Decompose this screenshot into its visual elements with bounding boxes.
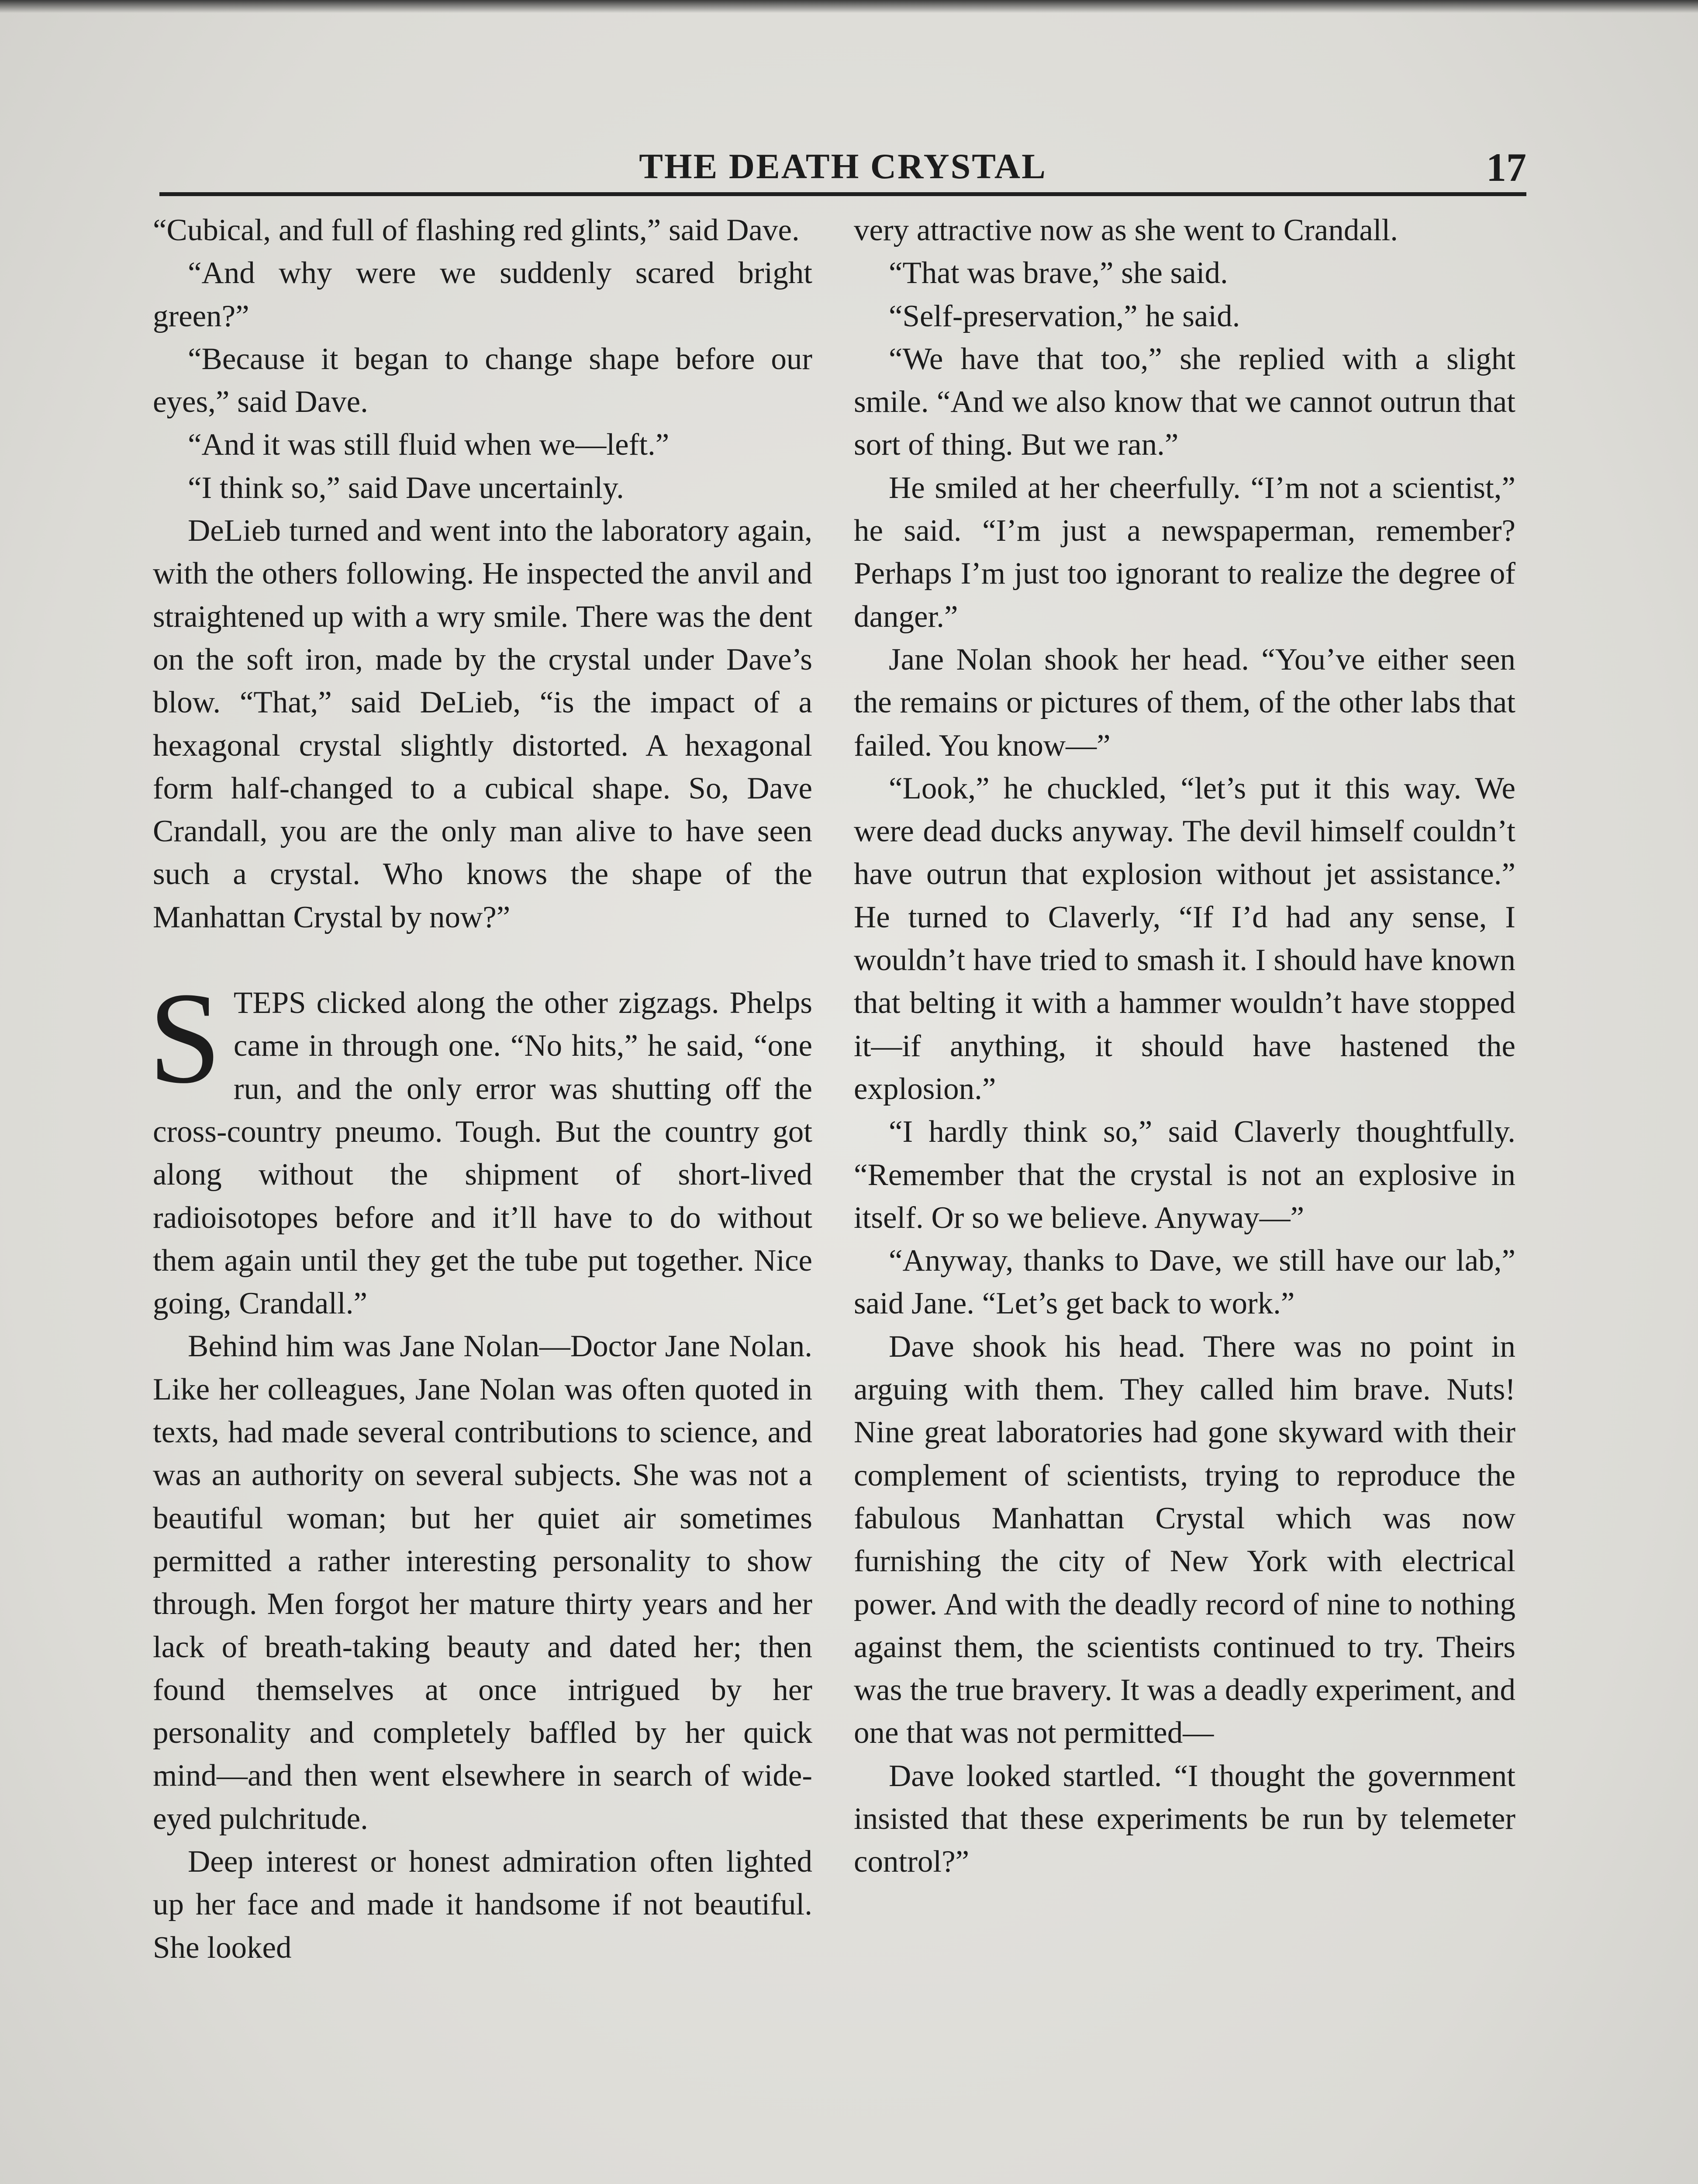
paragraph: “Cubical, and full of flashing red glints,” said Dave.: [153, 213, 800, 247]
drop-cap: S: [148, 965, 221, 1111]
paragraph: “That was brave,” she said.: [889, 256, 1228, 290]
paragraph: Dave shook his head. There was no point in arguing with them. They called him brave. Nuts! Nine great laboratories had gone skyward with their complement of scientists, trying to reproduce the fabulous Manhattan Crystal which was now furnishing the city of New York with electrical power. And with the deadly record of nine to nothing against them, the scientists continued to try. Theirs was the true bravery. It was a deadly experiment, and one that was not permitted—: [854, 1329, 1515, 1750]
paragraph: DeLieb turned and went into the laboratory again, with the others following. He inspected the anvil and straightened up with a wry smile. There was the dent on the soft iron, made by the crystal under Dave’s blow. “That,” said DeLieb, “is the impact of a hexagonal crystal slightly distorted. A hexagonal form half-changed to a cubical shape. So, Dave Crandall, you are the only man alive to have seen such a crystal. Who knows the shape of the Manhattan Crystal by now?”: [153, 514, 812, 934]
paragraph: Behind him was Jane Nolan—Doctor Jane Nolan. Like her colleagues, Jane Nolan was often quoted in texts, had made several contributions to science, and was an authority on several subjects. She was not a beautiful woman; but her quiet air sometimes permitted a rather interesting personality to show through. Men forgot her mature thirty years and her lack of breath-taking beauty and dated her; then found themselves at once intrigued by her personality and completely baffled by her quick mind—and then went elsewhere in search of wide-eyed pulchritude.: [153, 1329, 812, 1836]
paragraph: “Look,” he chuckled, “let’s put it this way. We were dead ducks anyway. The devil himself couldn’t have outrun that explosion without jet assistance.” He turned to Claverly, “If I’d had any sense, I wouldn’t have tried to smash it. I should have known that belting it with a hammer wouldn’t have stopped it—if anything, it should have hastened the explosion.”: [854, 771, 1515, 1106]
paragraph: He smiled at her cheerfully. “I’m not a scientist,” he said. “I’m just a newspaperman, remember? Perhaps I’m just too ignorant to realize the degree of danger.”: [854, 470, 1515, 634]
paragraph: “Self-preservation,” he said.: [889, 299, 1240, 333]
paragraph: “I hardly think so,” said Claverly thoughtfully. “Remember that the crystal is not an explosive in itself. Or so we believe. Anyway—”: [854, 1115, 1515, 1235]
paragraph-text: TEPS clicked along the other zigzags. Phelps came in through one. “No hits,” he said, “one run, and the only error was shutting off the cross-country pneumo. Tough. But the country got along without the shipment of short-lived radioisotopes before and it’ll have to do without them again until they get the tube put together. Nice going, Crandall.”: [153, 986, 812, 1321]
page-header: [159, 140, 1526, 192]
paragraph: Jane Nolan shook her head. “You’ve either seen the remains or pictures of them, of the other labs that failed. You know—”: [854, 642, 1515, 763]
header-rule: [159, 192, 1526, 196]
paragraph: very attractive now as she went to Crandall.: [854, 213, 1398, 247]
torn-top-edge: [0, 0, 1698, 13]
running-title: THE DEATH CRYSTAL: [639, 146, 1047, 186]
paragraph: “Anyway, thanks to Dave, we still have our lab,” said Jane. “Let’s get back to work.”: [854, 1244, 1515, 1321]
paragraph: “We have that too,” she replied with a slight smile. “And we also know that we cannot outrun that sort of thing. But we ran.”: [854, 342, 1515, 462]
paragraph: “Because it began to change shape before our eyes,” said Dave.: [153, 342, 812, 419]
page-number: 17: [1486, 145, 1526, 190]
left-column: [148, 209, 812, 1969]
paragraph: Dave looked startled. “I thought the government insisted that these experiments be run by telemeter control?”: [854, 1759, 1515, 1879]
paragraph: “And it was still fluid when we—left.”: [188, 428, 670, 462]
right-column: [854, 209, 1515, 1883]
paragraph: Deep interest or honest admiration often lighted up her face and made it handsome if not beautiful. She looked: [153, 1844, 812, 1965]
paragraph: “I think so,” said Dave uncertainly.: [188, 470, 624, 505]
section-opening-paragraph: [148, 965, 812, 1325]
paragraph: “And why were we suddenly scared bright green?”: [153, 256, 812, 333]
